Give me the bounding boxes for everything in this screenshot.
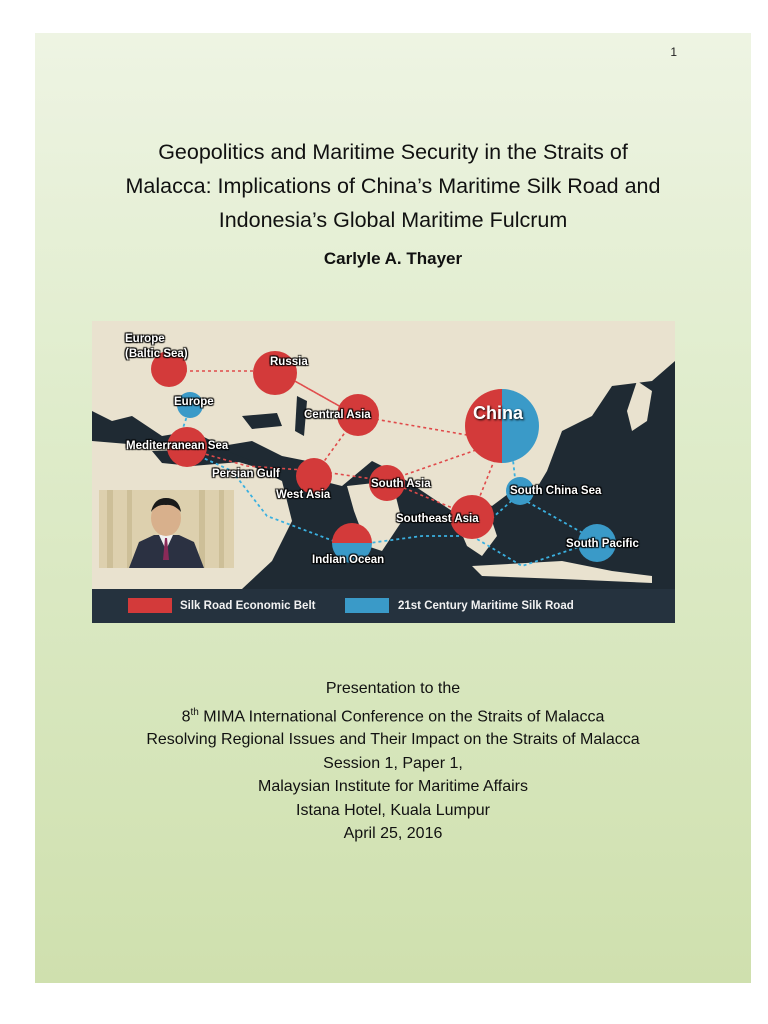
label-south-asia: South Asia bbox=[371, 478, 431, 490]
presentation-line-2 bbox=[35, 701, 751, 729]
presentation-line-7: April 25, 2016 bbox=[343, 825, 443, 843]
presentation-line-1: Presentation to the bbox=[325, 680, 461, 697]
label-central-asia: Central Asia bbox=[304, 409, 371, 421]
author-name: Carlyle A. Thayer bbox=[323, 249, 463, 268]
label-southeast-asia: Southeast Asia bbox=[396, 513, 479, 525]
legend-swatch-maritime bbox=[345, 598, 389, 613]
label-china: China bbox=[473, 403, 524, 423]
portrait-photo bbox=[99, 490, 234, 568]
silk-road-map-figure bbox=[92, 321, 675, 623]
legend-label-silk-road: Silk Road Economic Belt bbox=[180, 600, 316, 612]
legend-label-maritime: 21st Century Maritime Silk Road bbox=[398, 600, 574, 612]
conference-name: MIMA International Conference on the Straits of Malacca bbox=[198, 707, 605, 725]
document-page bbox=[35, 33, 751, 983]
conference-ordinal-suffix: th bbox=[190, 706, 199, 718]
presentation-line-3: Resolving Regional Issues and Their Impact on the Straits of Malacca bbox=[146, 731, 640, 749]
title-line-2: Malacca: Implications of China’s Maritime Silk Road and bbox=[125, 174, 661, 198]
conference-number: 8 bbox=[181, 707, 191, 725]
label-europe-baltic-sea: (Baltic Sea) bbox=[125, 348, 188, 360]
label-persian-gulf: Persian Gulf bbox=[212, 468, 280, 480]
presentation-line-5: Malaysian Institute for Maritime Affairs bbox=[257, 778, 529, 796]
label-south-china-sea: South China Sea bbox=[510, 485, 602, 497]
label-russia: Russia bbox=[270, 356, 308, 368]
label-europe: Europe bbox=[174, 396, 214, 408]
page-number: 1 bbox=[670, 45, 677, 59]
title-line-3: Indonesia’s Global Maritime Fulcrum bbox=[218, 208, 568, 232]
label-mediterranean-sea: Mediterranean Sea bbox=[126, 440, 229, 452]
presentation-line-6: Istana Hotel, Kuala Lumpur bbox=[296, 801, 490, 819]
document-title bbox=[35, 135, 751, 237]
title-line-1: Geopolitics and Maritime Security in the Straits of bbox=[158, 140, 628, 164]
presentation-details bbox=[35, 677, 751, 846]
label-west-asia: West Asia bbox=[276, 489, 331, 501]
node-china bbox=[465, 389, 539, 463]
map-legend bbox=[92, 589, 675, 623]
presentation-line-4: Session 1, Paper 1, bbox=[323, 754, 463, 772]
label-south-pacific: South Pacific bbox=[566, 538, 639, 550]
label-europe-baltic: Europe bbox=[125, 333, 165, 345]
label-indian-ocean: Indian Ocean bbox=[312, 554, 385, 566]
legend-swatch-silk-road bbox=[128, 598, 172, 613]
